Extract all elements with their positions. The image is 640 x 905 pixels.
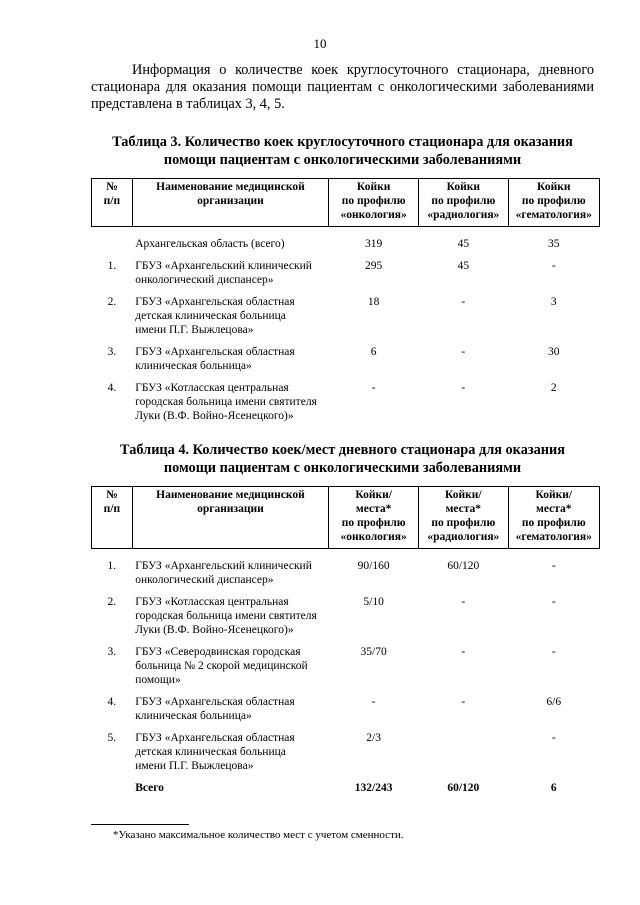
- header-line: «радиология»: [427, 531, 500, 543]
- row-number: 4.: [107, 695, 117, 708]
- oncology-value: 18: [367, 295, 380, 308]
- header-line: №: [106, 489, 118, 501]
- header-line: Койки: [356, 181, 391, 193]
- header-line: места*: [445, 503, 482, 515]
- name-line: ГБУЗ «Архангельский клинический: [135, 559, 312, 572]
- organization-name: [132, 235, 328, 257]
- table-row: [92, 235, 600, 257]
- header-line: п/п: [103, 503, 121, 515]
- table3-caption-line1: Таблица 3. Количество коек круглосуточного стационара для оказания: [112, 134, 573, 150]
- name-line: ГБУЗ «Архангельская областная: [135, 695, 295, 708]
- name-line: ГБУЗ «Архангельский клинический: [135, 259, 312, 272]
- hematology-value: 2: [550, 381, 557, 394]
- hematology-value: 3: [550, 295, 557, 308]
- oncology-value: 2/3: [366, 731, 381, 744]
- name-line: помощи»: [135, 673, 181, 686]
- table3-header-name: [132, 179, 328, 227]
- name-line: ГБУЗ «Архангельская областная: [135, 295, 295, 308]
- name-line: онкологический диспансер»: [135, 573, 274, 586]
- row-number: 2.: [107, 595, 117, 608]
- name-line: ГБУЗ «Северодвинская городская: [135, 645, 301, 658]
- radiology-value: -: [461, 295, 466, 308]
- header-line: Наименование медицинской: [156, 489, 305, 501]
- radiology-value: 45: [457, 259, 470, 272]
- name-line: имени П.Г. Выжлецова»: [135, 759, 254, 772]
- table3-header-num: [92, 179, 133, 227]
- header-line: организации: [197, 503, 264, 515]
- organization-name: [132, 643, 328, 693]
- table-row: [92, 557, 600, 593]
- header-line: места*: [536, 503, 572, 515]
- oncology-value: -: [371, 381, 376, 394]
- table-row: [92, 343, 600, 379]
- table4-caption-line2: помощи пациентам с онкологическими заболеваниями: [163, 460, 522, 476]
- name-line: имени П.Г. Выжлецова»: [135, 323, 254, 336]
- table4-caption-line1: Таблица 4. Количество коек/мест дневного стационара для оказания: [120, 442, 565, 458]
- total-oncology: 132/243: [354, 781, 393, 794]
- table3: [91, 178, 600, 429]
- radiology-value: 60/120: [447, 559, 480, 572]
- header-line: организации: [197, 195, 264, 207]
- header-line: «гематология»: [515, 209, 592, 221]
- table4-header-oncology: [329, 487, 419, 549]
- row-number: 2.: [107, 295, 117, 308]
- header-line: по профилю: [521, 195, 586, 207]
- organization-name: [132, 557, 328, 593]
- table4-total-row: [92, 779, 600, 801]
- footnote: *Указано максимальное количество мест с учетом сменности.: [113, 829, 404, 841]
- table4-header-radiology: [419, 487, 508, 549]
- name-line: Архангельская область (всего): [135, 237, 285, 250]
- radiology-value: -: [461, 695, 466, 708]
- table4-caption: [91, 441, 594, 477]
- radiology-value: -: [461, 345, 466, 358]
- radiology-value: -: [461, 645, 466, 658]
- table4-header-name: [132, 487, 328, 549]
- header-line: по профилю: [341, 517, 406, 529]
- total-radiology: 60/120: [447, 781, 480, 794]
- header-line: по профилю: [431, 195, 496, 207]
- name-line: онкологический диспансер»: [135, 273, 274, 286]
- radiology-value: [419, 729, 508, 779]
- row-number: 4.: [107, 381, 117, 394]
- footnote-divider: [91, 824, 189, 825]
- header-line: Койки: [537, 181, 571, 193]
- organization-name: [132, 343, 328, 379]
- page-number: 10: [313, 36, 327, 51]
- oncology-value: 295: [365, 259, 383, 272]
- name-line: ГБУЗ «Архангельская областная: [135, 345, 295, 358]
- table-row: [92, 379, 600, 429]
- organization-name: [132, 257, 328, 293]
- name-line: больница № 2 скорой медицинской: [135, 659, 308, 672]
- header-line: «гематология»: [515, 531, 592, 543]
- oncology-value: 90/160: [357, 559, 390, 572]
- header-line: места*: [355, 503, 392, 515]
- oncology-value: 35/70: [360, 645, 387, 658]
- table-row: [92, 643, 600, 693]
- row-number: 1.: [107, 259, 117, 272]
- oncology-value: 319: [365, 237, 383, 250]
- name-line: детская клиническая больница: [135, 309, 286, 322]
- header-line: Наименование медицинской: [156, 181, 305, 193]
- hematology-value: -: [551, 731, 556, 744]
- header-line: «онкология»: [340, 209, 407, 221]
- name-line: клиническая больница»: [135, 359, 252, 372]
- header-line: по профилю: [521, 517, 586, 529]
- name-line: ГБУЗ «Котласская центральная: [135, 381, 289, 394]
- header-line: Койки/: [535, 489, 573, 501]
- hematology-value: -: [551, 595, 556, 608]
- total-label: Всего: [135, 781, 164, 794]
- header-line: «радиология»: [427, 209, 500, 221]
- header-line: п/п: [103, 195, 121, 207]
- table-row: [92, 293, 600, 343]
- row-number: 3.: [107, 645, 117, 658]
- header-line: Койки: [446, 181, 481, 193]
- radiology-value: 45: [457, 237, 470, 250]
- header-line: №: [106, 181, 118, 193]
- table4-header-num: [92, 487, 133, 549]
- row-number: 5.: [107, 731, 117, 744]
- hematology-value: 6/6: [546, 695, 562, 708]
- organization-name: [132, 729, 328, 779]
- table3-header-hematology: [508, 179, 600, 227]
- table4: [91, 486, 600, 801]
- row-number: 3.: [107, 345, 117, 358]
- intro-paragraph: Информация о количестве коек круглосуточного стационара, дневного стационара для оказания помощи пациентам с онкологическими заболеваниями представлена в таблицах 3, 4, 5.: [91, 62, 594, 112]
- hematology-value: -: [551, 559, 556, 572]
- name-line: ГБУЗ «Котласская центральная: [135, 595, 289, 608]
- hematology-value: -: [551, 259, 556, 272]
- table4-header-hematology: [508, 487, 600, 549]
- header-line: по профилю: [431, 517, 496, 529]
- table4-header-row: [92, 487, 600, 549]
- name-line: ГБУЗ «Архангельская областная: [135, 731, 295, 744]
- name-line: Луки (В.Ф. Войно-Ясенецкого)»: [135, 409, 294, 422]
- header-line: Койки/: [445, 489, 482, 501]
- name-line: детская клиническая больница: [135, 745, 286, 758]
- table3-header-radiology: [419, 179, 508, 227]
- radiology-value: -: [461, 381, 466, 394]
- table-row: [92, 729, 600, 779]
- table-row: [92, 693, 600, 729]
- header-line: Койки/: [355, 489, 392, 501]
- table-row: [92, 593, 600, 643]
- table3-caption-line2: помощи пациентам с онкологическими заболеваниями: [163, 152, 522, 168]
- table3-header-oncology: [329, 179, 419, 227]
- hematology-value: 30: [548, 345, 560, 358]
- total-hematology: 6: [550, 781, 557, 794]
- hematology-value: 35: [548, 237, 560, 250]
- row-number: [92, 235, 133, 257]
- table3-header-row: [92, 179, 600, 227]
- header-line: «онкология»: [340, 531, 407, 543]
- oncology-value: 6: [370, 345, 377, 358]
- name-line: городская больница имени святителя: [135, 395, 317, 408]
- header-line: по профилю: [341, 195, 406, 207]
- oncology-value: -: [371, 695, 376, 708]
- radiology-value: -: [461, 595, 466, 608]
- hematology-value: -: [551, 645, 556, 658]
- oncology-value: 5/10: [363, 595, 384, 608]
- table3-caption: [91, 133, 594, 169]
- organization-name: [132, 593, 328, 643]
- organization-name: [132, 293, 328, 343]
- name-line: клиническая больница»: [135, 709, 252, 722]
- table-row: [92, 257, 600, 293]
- organization-name: [132, 379, 328, 429]
- organization-name: [132, 693, 328, 729]
- name-line: городская больница имени святителя: [135, 609, 317, 622]
- name-line: Луки (В.Ф. Войно-Ясенецкого)»: [135, 623, 294, 636]
- row-number: 1.: [107, 559, 117, 572]
